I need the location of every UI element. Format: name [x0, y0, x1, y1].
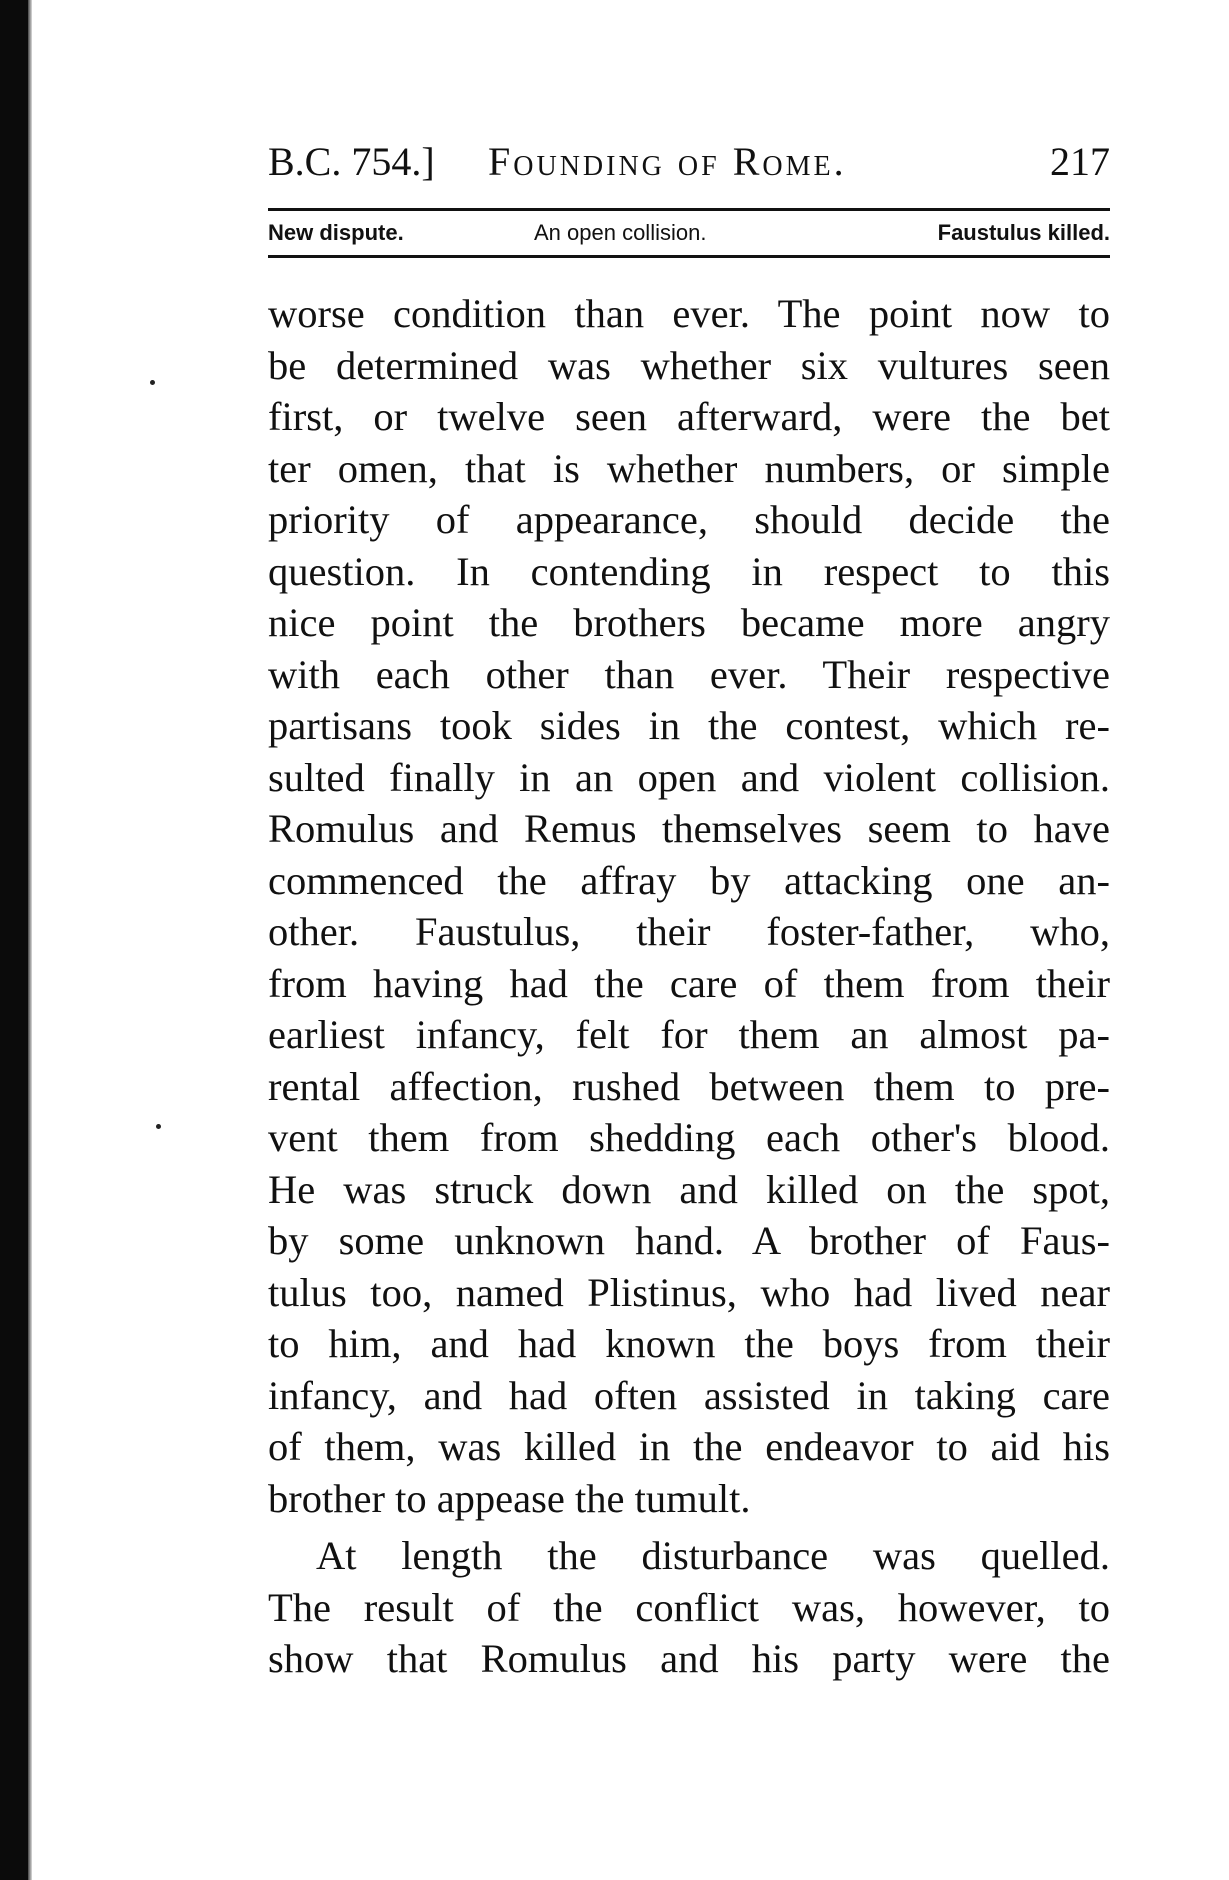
text-line: commenced the affray by attacking one an- [268, 857, 1110, 903]
text-line: Romulus and Remus themselves seem to have [268, 806, 1110, 851]
text-line: of them, was killed in the endeavor to aid his [268, 1424, 1110, 1469]
text-line: The result of the conflict was, however, to [268, 1584, 1110, 1630]
page-number: 217 [1050, 139, 1110, 184]
text-line: sulted finally in an open and violent collision. [268, 754, 1110, 800]
book-page [268, 130, 1110, 1685]
paragraph-2 [268, 1530, 1110, 1685]
text-line: with each other than ever. Their respective [268, 651, 1110, 697]
chapter-title: Founding of Rome. [488, 139, 847, 184]
text-line: He was struck down and killed on the spot, [268, 1166, 1110, 1212]
side-note-center: An open collision. [534, 220, 707, 245]
body-text [268, 288, 1110, 1685]
text-line: by some unknown hand. A brother of Faus- [268, 1218, 1110, 1263]
side-note-right: Faustulus killed. [937, 220, 1110, 245]
text-line: ter omen, that is whether numbers, or simple [268, 445, 1110, 491]
text-line: question. In contending in respect to this [268, 548, 1110, 594]
text-line: nice point the brothers became more angry [268, 600, 1110, 645]
print-speck [150, 380, 155, 385]
text-line: partisans took sides in the contest, which re- [268, 703, 1110, 748]
text-line: worse condition than ever. The point now to [268, 291, 1110, 336]
book-spine-shadow [0, 0, 28, 1880]
text-line: to him, and had known the boys from their [268, 1321, 1110, 1366]
text-line: show that Romulus and his party were the [268, 1636, 1110, 1681]
book-spine-edge [28, 0, 32, 1880]
text-line: priority of appearance, should decide the [268, 497, 1110, 542]
text-line: At length the disturbance was quelled. [316, 1533, 1110, 1578]
text-line: brother to appease the tumult. [268, 1475, 751, 1521]
marginal-notes [268, 211, 1110, 255]
header-rule-bottom [268, 255, 1110, 258]
date-marker: B.C. 754.] [268, 139, 435, 184]
side-note-left: New dispute. [268, 220, 404, 245]
text-line: from having had the care of them from their [268, 960, 1110, 1006]
text-line: tulus too, named Plistinus, who had lived near [268, 1269, 1110, 1315]
running-head [268, 130, 1110, 194]
print-speck [156, 1124, 161, 1129]
text-line: first, or twelve seen afterward, were the bet [268, 394, 1110, 439]
text-line: be determined was whether six vultures seen [268, 342, 1110, 388]
text-line: vent them from shedding each other's blood. [268, 1115, 1110, 1160]
text-line: other. Faustulus, their foster-father, who, [268, 909, 1110, 954]
text-line: rental affection, rushed between them to pre- [268, 1063, 1110, 1109]
text-line: infancy, and had often assisted in taking care [268, 1372, 1110, 1418]
text-line: earliest infancy, felt for them an almost pa- [268, 1012, 1110, 1057]
paragraph-1 [268, 288, 1110, 1524]
